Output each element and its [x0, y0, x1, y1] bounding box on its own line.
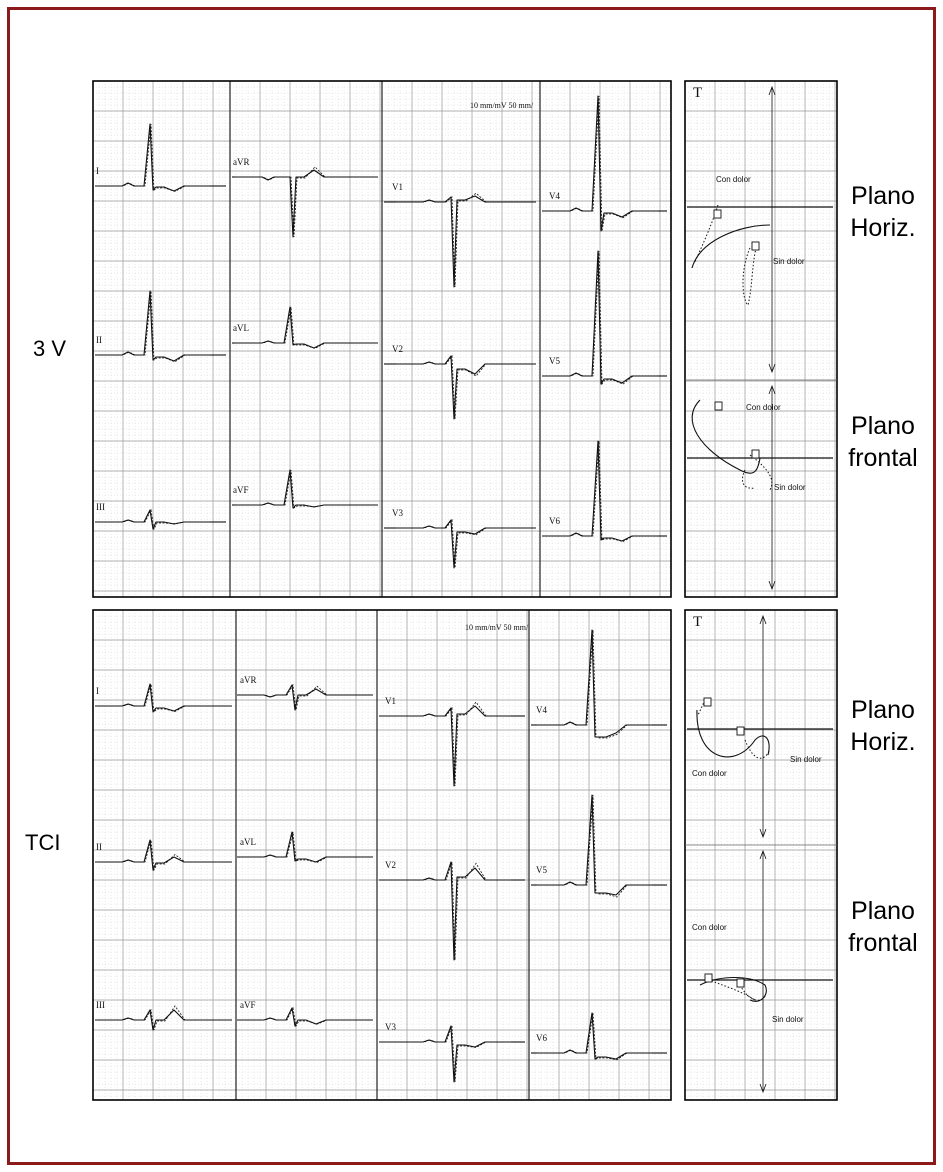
lead-label-iii: III [96, 502, 105, 512]
vector-marker-icon [752, 450, 759, 458]
con-dolor-label: Con dolor [716, 175, 751, 184]
lead-label-ii: II [96, 842, 102, 852]
vector-plane-frontal [687, 851, 833, 1092]
calibration-label: 10 mm/mV 50 mm/ [470, 101, 534, 110]
vector-marker-icon [737, 727, 744, 735]
con-dolor-label: Con dolor [692, 769, 727, 778]
lead-label-v1: V1 [385, 696, 396, 706]
ecg-trace-v4 [543, 96, 658, 231]
vector-marker-icon [705, 974, 712, 982]
lead-label-v3: V3 [385, 1022, 396, 1032]
lead-label-i: I [96, 166, 99, 176]
vector-corner-label: T [693, 85, 703, 101]
lead-label-v6: V6 [549, 516, 560, 526]
ecg-trace-overlay-v2 [397, 862, 512, 960]
vector-grid [685, 610, 837, 1100]
lead-label-v5: V5 [536, 865, 547, 875]
plane-label-3v-frontal: Plano frontal [848, 412, 918, 472]
plane-label-3v-horiz: Plano Horiz. [850, 182, 916, 242]
lead-label-v1: V1 [392, 182, 403, 192]
grid-column-3 [382, 81, 540, 597]
lead-label-v5: V5 [549, 356, 560, 366]
vector-panel-border [685, 610, 837, 1100]
lead-label-v4: V4 [549, 191, 560, 201]
ecg-trace-overlay-v6 [544, 441, 659, 542]
vector-grid [685, 81, 837, 597]
grid-column-2 [236, 610, 377, 1100]
row-label-3v: 3 V [33, 336, 67, 361]
lead-label-v3: V3 [392, 508, 403, 518]
ecg-trace-overlay-v5 [544, 251, 659, 384]
ecg-trace-overlay-ii [96, 840, 211, 870]
ecg-trace-overlay-i [96, 124, 211, 192]
ecg-trace-overlay-avl [236, 307, 351, 349]
vector-corner-label: T [693, 614, 703, 630]
ecg-trace-overlay-v1 [397, 193, 512, 287]
vectorcardiogram-3v [685, 81, 837, 597]
vector-loop-dotted-2 [745, 740, 770, 758]
sin-dolor-label: Sin dolor [790, 755, 822, 764]
lead-label-avl: aVL [233, 323, 249, 333]
vector-marker-icon [737, 979, 744, 987]
lead-label-v2: V2 [392, 344, 403, 354]
calibration-label: 10 mm/mV 50 mm/ [465, 623, 529, 632]
con-dolor-label: Con dolor [692, 923, 727, 932]
ecg-trace-v2 [396, 862, 511, 960]
ecg-panel-3v [93, 81, 671, 597]
lead-label-avf: aVF [240, 1000, 256, 1010]
ecg-panel-border [93, 610, 671, 1100]
lead-label-avr: aVR [240, 675, 257, 685]
lead-label-ii: II [96, 335, 102, 345]
plane-label-tci-horiz: Plano Horiz. [850, 696, 916, 756]
lead-label-v6: V6 [536, 1033, 547, 1043]
ecg-trace-overlay-v5 [538, 795, 653, 897]
lead-label-v4: V4 [536, 705, 547, 715]
grid-column-4 [529, 610, 671, 1100]
row-label-tci: TCI [25, 830, 61, 855]
vector-marker-icon [752, 242, 759, 250]
grid-column-2 [230, 81, 382, 597]
lead-label-avr: aVR [233, 157, 250, 167]
ecg-trace-v6 [543, 441, 658, 541]
vector-loop-dotted [705, 978, 755, 1000]
lead-label-iii: III [96, 1000, 105, 1010]
grid-column-3 [377, 610, 529, 1100]
ecg-trace-ii [95, 291, 210, 361]
ecg-panel-tci [93, 610, 671, 1100]
sin-dolor-label: Sin dolor [772, 1015, 804, 1024]
con-dolor-label: Con dolor [746, 403, 781, 412]
vector-marker-icon [714, 210, 721, 218]
grid-column-1 [93, 610, 236, 1100]
ecg-trace-overlay-v2 [397, 356, 512, 419]
vector-marker-icon [704, 698, 711, 706]
vectorcardiogram-tci [685, 610, 837, 1100]
sin-dolor-label: Sin dolor [773, 257, 805, 266]
ecg-trace-avr [235, 170, 350, 237]
lead-label-avl: aVL [240, 837, 256, 847]
ecg-trace-i [95, 124, 210, 191]
ecg-trace-overlay-avf [238, 1008, 353, 1026]
lead-label-i: I [96, 686, 99, 696]
grid-column-1 [93, 81, 230, 597]
lead-label-avf: aVF [233, 485, 249, 495]
plane-label-tci-frontal: Plano frontal [848, 897, 918, 957]
lead-label-v2: V2 [385, 860, 396, 870]
sin-dolor-label: Sin dolor [774, 483, 806, 492]
vector-marker-icon [715, 402, 722, 410]
ecg-trace-avf [237, 1008, 352, 1026]
